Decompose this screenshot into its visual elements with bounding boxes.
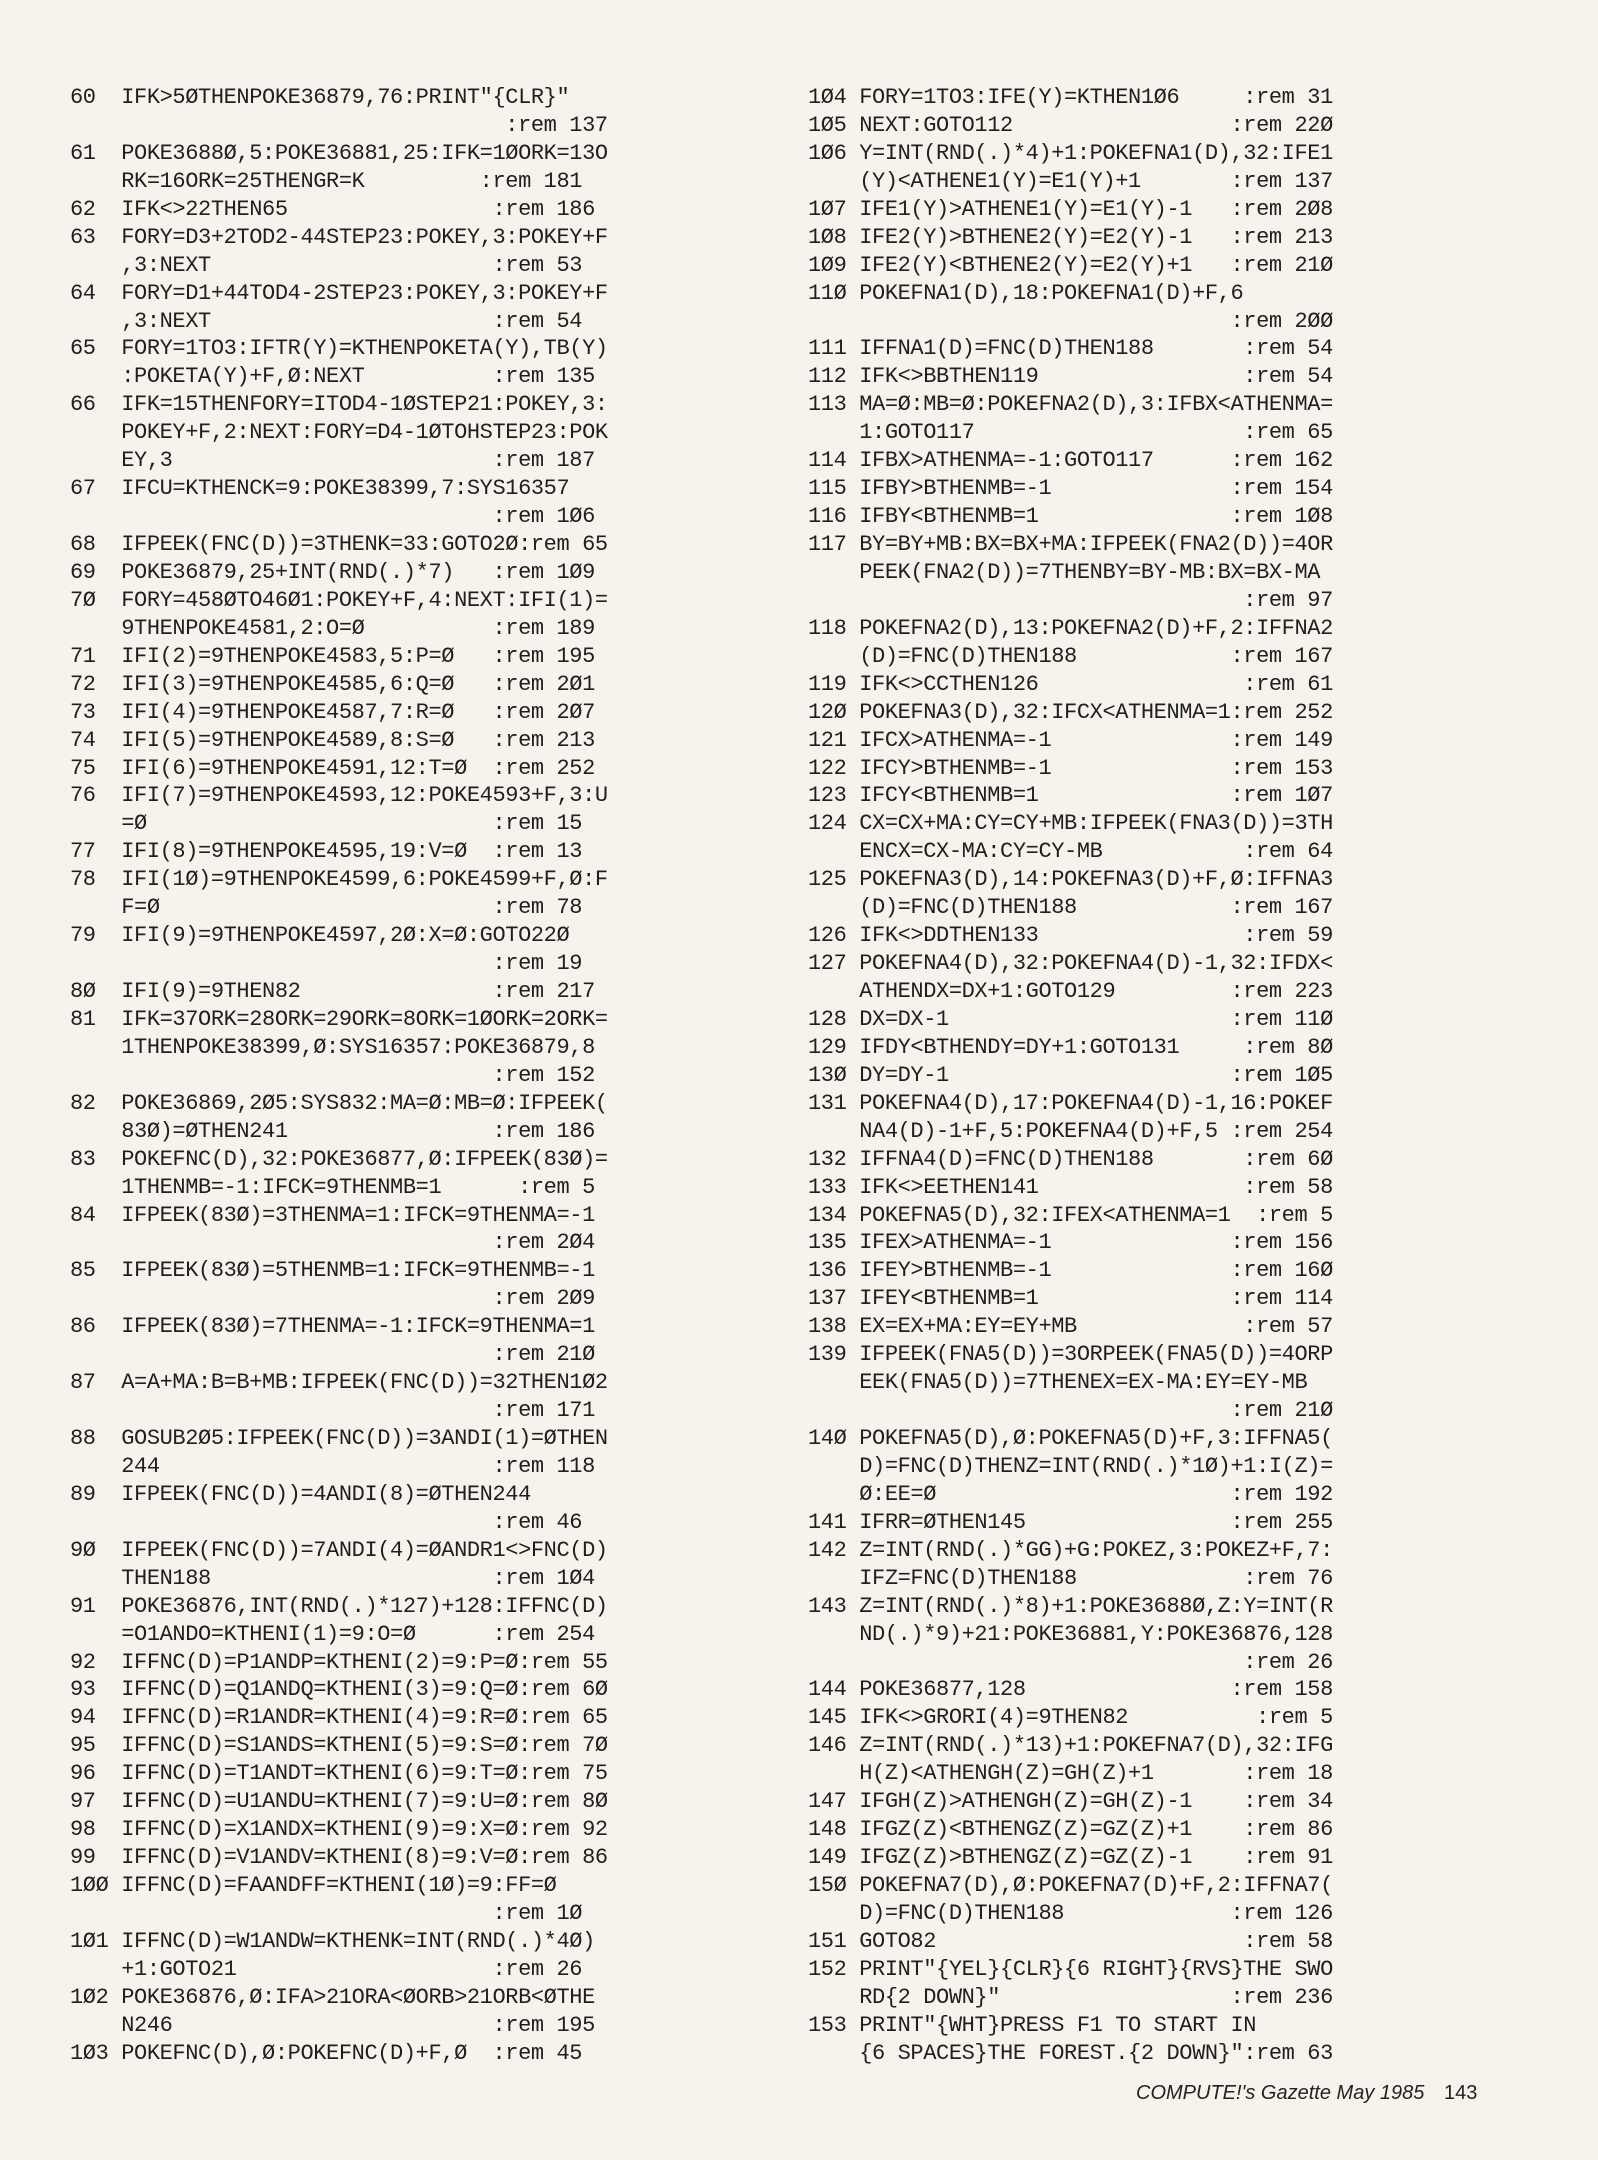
code-line: 125 POKEFNA3(D),14:POKEFNA3(D)+F,Ø:IFFNA3 [808, 867, 1333, 893]
code-line: 60 IFK>5ØTHENPOKE36879,76:PRINT"{CLR}" [70, 85, 570, 110]
code-line: 129 IFDY<BTHENDY=DY+1:GOTO131 :rem 8Ø [808, 1034, 1333, 1060]
code-line: POKEY+F,2:NEXT:FORY=D4-1ØTOHSTEP23:POK [70, 420, 608, 446]
code-line: 138 EX=EX+MA:EY=EY+MB :rem 57 [808, 1314, 1333, 1340]
code-line: PEEK(FNA2(D))=7THENBY=BY-MB:BX=BX-MA [808, 559, 1321, 585]
code-line: =Ø :rem 15 [70, 811, 583, 837]
code-line: 64 FORY=D1+44TOD4-2STEP23:POKEY,3:POKEY+F [70, 280, 608, 306]
code-line: 93 IFFNC(D)=Q1ANDQ=KTHENI(3)=9:Q=Ø:rem 6Ø [70, 1677, 608, 1703]
code-line: 124 CX=CX+MA:CY=CY+MB:IFPEEK(FNA3(D))=3TH [808, 811, 1333, 837]
code-line: N246 :rem 195 [70, 2012, 595, 2038]
code-line: 72 IFI(3)=9THENPOKE4585,6:Q=Ø :rem 2Ø1 [70, 671, 595, 697]
code-line: :rem 137 [70, 112, 608, 138]
code-line: 68 IFPEEK(FNC(D))=3THENK=33:GOTO2Ø:rem 65 [70, 532, 608, 557]
code-line: 97 IFFNC(D)=U1ANDU=KTHENI(7)=9:U=Ø:rem 8Ø [70, 1789, 608, 1815]
code-line: 147 IFGH(Z)>ATHENGH(Z)=GH(Z)-1 :rem 34 [808, 1789, 1333, 1815]
code-line: 79 IFI(9)=9THENPOKE4597,2Ø:X=Ø:GOTO22Ø [70, 923, 570, 949]
code-line: 1THENMB=-1:IFCK=9THENMB=1 :rem 5 [70, 1174, 595, 1200]
code-line: 74 IFI(5)=9THENPOKE4589,8:S=Ø :rem 213 [70, 727, 595, 753]
code-line: 83 POKEFNC(D),32:POKE36877,Ø:IFPEEK(83Ø)= [70, 1146, 608, 1172]
code-line: 126 IFK<>DDTHEN133 :rem 59 [808, 923, 1333, 949]
code-line: 8Ø IFI(9)=9THEN82 :rem 217 [70, 979, 595, 1004]
code-line: :rem 46 [70, 1509, 583, 1535]
code-line: 123 IFCY<BTHENMB=1 :rem 1Ø7 [808, 783, 1333, 809]
code-line: 131 POKEFNA4(D),17:POKEFNA4(D)-1,16:POKEF [808, 1090, 1333, 1116]
code-line: 1Ø1 IFFNC(D)=W1ANDW=KTHENK=INT(RND(.)*4Ø) [70, 1928, 595, 1954]
code-line: 136 IFEY>BTHENMB=-1 :rem 16Ø [808, 1258, 1333, 1284]
code-line: :rem 26 [808, 1649, 1333, 1675]
code-line: 91 POKE36876,INT(RND(.)*127)+128:IFFNC(D) [70, 1593, 608, 1619]
code-line: 78 IFI(1Ø)=9THENPOKE4599,6:POKE4599+F,Ø:F [70, 867, 608, 893]
code-line: 73 IFI(4)=9THENPOKE4587,7:R=Ø :rem 2Ø7 [70, 699, 595, 725]
code-line: 65 FORY=1TO3:IFTR(Y)=KTHENPOKETA(Y),TB(Y) [70, 336, 608, 362]
code-line: 1Ø2 POKE36876,Ø:IFA>21ORA<ØORB>21ORB<ØTHE [70, 1984, 595, 2010]
code-line: :rem 2Ø4 [70, 1230, 595, 1256]
code-line: 11Ø POKEFNA1(D),18:POKEFNA1(D)+F,6 [808, 280, 1244, 306]
code-line: 244 :rem 118 [70, 1453, 595, 1479]
code-line: (D)=FNC(D)THEN188 :rem 167 [808, 895, 1333, 921]
code-line: :rem 1Ø6 [70, 504, 595, 530]
code-line: 1ØØ IFFNC(D)=FAANDFF=KTHENI(1Ø)=9:FF=Ø [70, 1873, 557, 1898]
code-line: 113 MA=Ø:MB=Ø:POKEFNA2(D),3:IFBX<ATHENMA= [808, 392, 1333, 418]
code-line: 69 POKE36879,25+INT(RND(.)*7) :rem 1Ø9 [70, 559, 595, 585]
code-line: 75 IFI(6)=9THENPOKE4591,12:T=Ø :rem 252 [70, 755, 595, 781]
code-line: 85 IFPEEK(83Ø)=5THENMB=1:IFCK=9THENMB=-1 [70, 1258, 595, 1284]
code-line: 149 IFGZ(Z)>BTHENGZ(Z)=GZ(Z)-1 :rem 91 [808, 1845, 1333, 1871]
code-line: 84 IFPEEK(83Ø)=3THENMA=1:IFCK=9THENMA=-1 [70, 1202, 595, 1228]
code-line: 114 IFBX>ATHENMA=-1:GOTO117 :rem 162 [808, 448, 1333, 474]
code-line: 81 IFK=37ORK=28ORK=29ORK=8ORK=1ØORK=2ORK= [70, 1006, 608, 1032]
code-line: 1Ø9 IFE2(Y)<BTHENE2(Y)=E2(Y)+1 :rem 21Ø [808, 252, 1333, 278]
code-line: D)=FNC(D)THENZ=INT(RND(.)*1Ø)+1:I(Z)= [808, 1453, 1333, 1479]
code-line: 7Ø FORY=458ØTO46Ø1:POKEY+F,4:NEXT:IFI(1)= [70, 587, 608, 613]
code-line: RD{2 DOWN}" :rem 236 [808, 1984, 1333, 2010]
code-line: 95 IFFNC(D)=S1ANDS=KTHENI(5)=9:S=Ø:rem 7Ø [70, 1733, 608, 1759]
code-line: 92 IFFNC(D)=P1ANDP=KTHENI(2)=9:P=Ø:rem 55 [70, 1649, 608, 1675]
code-line: EY,3 :rem 187 [70, 448, 595, 474]
code-line: IFZ=FNC(D)THEN188 :rem 76 [808, 1565, 1333, 1591]
code-line: 9THENPOKE4581,2:O=Ø :rem 189 [70, 615, 595, 641]
code-line: 146 Z=INT(RND(.)*13)+1:POKEFNA7(D),32:IFG [808, 1733, 1333, 1759]
code-line: 63 FORY=D3+2TOD2-44STEP23:POKEY,3:POKEY+F [70, 224, 608, 250]
code-line: 122 IFCY>BTHENMB=-1 :rem 153 [808, 755, 1333, 781]
code-line: (Y)<ATHENE1(Y)=E1(Y)+1 :rem 137 [808, 168, 1333, 194]
code-line: 118 POKEFNA2(D),13:POKEFNA2(D)+F,2:IFFNA2 [808, 615, 1333, 641]
code-line: F=Ø :rem 78 [70, 895, 583, 921]
code-line: 111 IFFNA1(D)=FNC(D)THEN188 :rem 54 [808, 336, 1333, 362]
code-line: 132 IFFNA4(D)=FNC(D)THEN188 :rem 6Ø [808, 1146, 1333, 1172]
code-line: 71 IFI(2)=9THENPOKE4583,5:P=Ø :rem 195 [70, 643, 595, 669]
code-line: :rem 21Ø [70, 1342, 595, 1368]
code-line: +1:GOTO21 :rem 26 [70, 1956, 583, 1982]
code-line: 94 IFFNC(D)=R1ANDR=KTHENI(4)=9:R=Ø:rem 65 [70, 1705, 608, 1731]
code-line: 13Ø DY=DY-1 :rem 1Ø5 [808, 1062, 1333, 1088]
code-line: 134 POKEFNA5(D),32:IFEX<ATHENMA=1 :rem 5 [808, 1202, 1333, 1228]
code-line: :rem 171 [70, 1398, 595, 1424]
code-line: 1Ø5 NEXT:GOTO112 :rem 22Ø [808, 112, 1333, 138]
issue-date: May 1985 [1336, 2082, 1425, 2104]
code-line: 115 IFBY>BTHENMB=-1 :rem 154 [808, 476, 1333, 502]
code-line: 67 IFCU=KTHENCK=9:POKE38399,7:SYS16357 [70, 476, 570, 502]
code-line: 88 GOSUB2Ø5:IFPEEK(FNC(D))=3ANDI(1)=ØTHEN [70, 1426, 608, 1451]
code-line: 1Ø6 Y=INT(RND(.)*4)+1:POKEFNA1(D),32:IFE1 [808, 140, 1333, 166]
code-line: :rem 1Ø [70, 1900, 583, 1926]
code-line: 152 PRINT"{YEL}{CLR}{6 RIGHT}{RVS}THE SWO [808, 1956, 1333, 1982]
code-line: 135 IFEX>ATHENMA=-1 :rem 156 [808, 1230, 1333, 1256]
code-line: 144 POKE36877,128 :rem 158 [808, 1677, 1333, 1703]
code-line: 119 IFK<>CCTHEN126 :rem 61 [808, 671, 1333, 697]
code-line: 1THENPOKE38399,Ø:SYS16357:POKE36879,8 [70, 1034, 595, 1060]
code-line: 66 IFK=15THENFORY=ITOD4-1ØSTEP21:POKEY,3: [70, 392, 608, 418]
code-line: H(Z)<ATHENGH(Z)=GH(Z)+1 :rem 18 [808, 1761, 1333, 1787]
code-line: 143 Z=INT(RND(.)*8)+1:POKE3688Ø,Z:Y=INT(R [808, 1593, 1333, 1619]
code-line: ND(.)*9)+21:POKE36881,Y:POKE36876,128 [808, 1621, 1333, 1647]
code-line: 137 IFEY<BTHENMB=1 :rem 114 [808, 1286, 1333, 1312]
code-line: EEK(FNA5(D))=7THENEX=EX-MA:EY=EY-MB [808, 1370, 1308, 1396]
page-number: 143 [1443, 2082, 1478, 2104]
code-line: :rem 2ØØ [808, 308, 1333, 334]
code-line: THEN188 :rem 1Ø4 [70, 1565, 595, 1591]
code-line: 82 POKE36869,2Ø5:SYS832:MA=Ø:MB=Ø:IFPEEK( [70, 1090, 608, 1116]
code-line: 116 IFBY<BTHENMB=1 :rem 1Ø8 [808, 504, 1333, 530]
page-footer [1136, 2082, 1516, 2105]
code-line: :rem 21Ø [808, 1398, 1333, 1424]
code-line: 89 IFPEEK(FNC(D))=4ANDI(8)=ØTHEN244 [70, 1481, 531, 1507]
listing-column-right [808, 84, 1508, 2068]
code-line: :rem 97 [808, 587, 1333, 613]
code-line: 83Ø)=ØTHEN241 :rem 186 [70, 1118, 595, 1144]
code-line: 96 IFFNC(D)=T1ANDT=KTHENI(6)=9:T=Ø:rem 75 [70, 1761, 608, 1787]
code-line: {6 SPACES}THE FOREST.{2 DOWN}":rem 63 [808, 2040, 1333, 2066]
code-line: 128 DX=DX-1 :rem 11Ø [808, 1006, 1333, 1032]
code-line: 98 IFFNC(D)=X1ANDX=KTHENI(9)=9:X=Ø:rem 92 [70, 1817, 608, 1843]
code-line: 9Ø IFPEEK(FNC(D))=7ANDI(4)=ØANDR1<>FNC(D) [70, 1537, 608, 1563]
code-line: 14Ø POKEFNA5(D),Ø:POKEFNA5(D)+F,3:IFFNA5( [808, 1426, 1333, 1451]
code-line: 142 Z=INT(RND(.)*GG)+G:POKEZ,3:POKEZ+F,7: [808, 1537, 1333, 1563]
code-line: 141 IFRR=ØTHEN145 :rem 255 [808, 1509, 1333, 1535]
code-line: ENCX=CX-MA:CY=CY-MB :rem 64 [808, 839, 1333, 865]
code-line: 145 IFK<>GRORI(4)=9THEN82 :rem 5 [808, 1705, 1333, 1731]
code-line: 86 IFPEEK(83Ø)=7THENMA=-1:IFCK=9THENMA=1 [70, 1314, 595, 1340]
code-line: 133 IFK<>EETHEN141 :rem 58 [808, 1174, 1333, 1200]
code-line: 1Ø4 FORY=1TO3:IFE(Y)=KTHEN1Ø6 :rem 31 [808, 85, 1333, 110]
code-line: ,3:NEXT :rem 54 [70, 308, 583, 334]
code-line: ,3:NEXT :rem 53 [70, 252, 583, 278]
code-line: 1Ø7 IFE1(Y)>ATHENE1(Y)=E1(Y)-1 :rem 2Ø8 [808, 196, 1333, 222]
code-line: 15Ø POKEFNA7(D),Ø:POKEFNA7(D)+F,2:IFFNA7( [808, 1873, 1333, 1898]
code-line: ATHENDX=DX+1:GOTO129 :rem 223 [808, 979, 1333, 1004]
code-line: :rem 2Ø9 [70, 1286, 595, 1312]
code-line: 1Ø8 IFE2(Y)>BTHENE2(Y)=E2(Y)-1 :rem 213 [808, 224, 1333, 250]
code-line: 153 PRINT"{WHT}PRESS F1 TO START IN [808, 2012, 1257, 2038]
code-line: 1Ø3 POKEFNC(D),Ø:POKEFNC(D)+F,Ø :rem 45 [70, 2040, 583, 2066]
code-line: :rem 152 [70, 1062, 595, 1088]
code-line: 76 IFI(7)=9THENPOKE4593,12:POKE4593+F,3:U [70, 783, 608, 809]
code-line: 127 POKEFNA4(D),32:POKEFNA4(D)-1,32:IFDX< [808, 951, 1333, 977]
code-line: (D)=FNC(D)THEN188 :rem 167 [808, 643, 1333, 669]
code-line: 12Ø POKEFNA3(D),32:IFCX<ATHENMA=1:rem 252 [808, 699, 1333, 725]
listing-column-left [70, 84, 760, 2068]
code-line: 61 POKE3688Ø,5:POKE36881,25:IFK=1ØORK=13O [70, 140, 608, 166]
code-line: 62 IFK<>22THEN65 :rem 186 [70, 196, 595, 222]
code-line: :POKETA(Y)+F,Ø:NEXT :rem 135 [70, 364, 595, 390]
code-line: 148 IFGZ(Z)<BTHENGZ(Z)=GZ(Z)+1 :rem 86 [808, 1817, 1333, 1843]
code-line: D)=FNC(D)THEN188 :rem 126 [808, 1900, 1333, 1926]
code-line: 117 BY=BY+MB:BX=BX+MA:IFPEEK(FNA2(D))=4OR [808, 532, 1333, 557]
code-line: =O1ANDO=KTHENI(1)=9:O=Ø :rem 254 [70, 1621, 595, 1647]
code-line: 139 IFPEEK(FNA5(D))=3ORPEEK(FNA5(D))=4ORP [808, 1342, 1333, 1368]
code-line: :rem 19 [70, 951, 583, 977]
publication-name: COMPUTE!'s Gazette [1136, 2082, 1331, 2104]
code-line: Ø:EE=Ø :rem 192 [808, 1481, 1333, 1507]
code-line: 87 A=A+MA:B=B+MB:IFPEEK(FNC(D))=32THEN1Ø2 [70, 1370, 608, 1396]
code-line: 77 IFI(8)=9THENPOKE4595,19:V=Ø :rem 13 [70, 839, 583, 865]
code-line: 1:GOTO117 :rem 65 [808, 420, 1333, 446]
code-line: 151 GOTO82 :rem 58 [808, 1928, 1333, 1954]
code-line: 112 IFK<>BBTHEN119 :rem 54 [808, 364, 1333, 390]
code-line: RK=16ORK=25THENGR=K :rem 181 [70, 168, 583, 194]
code-line: 99 IFFNC(D)=V1ANDV=KTHENI(8)=9:V=Ø:rem 86 [70, 1845, 608, 1871]
code-line: 121 IFCX>ATHENMA=-1 :rem 149 [808, 727, 1333, 753]
code-line: NA4(D)-1+F,5:POKEFNA4(D)+F,5 :rem 254 [808, 1118, 1333, 1144]
